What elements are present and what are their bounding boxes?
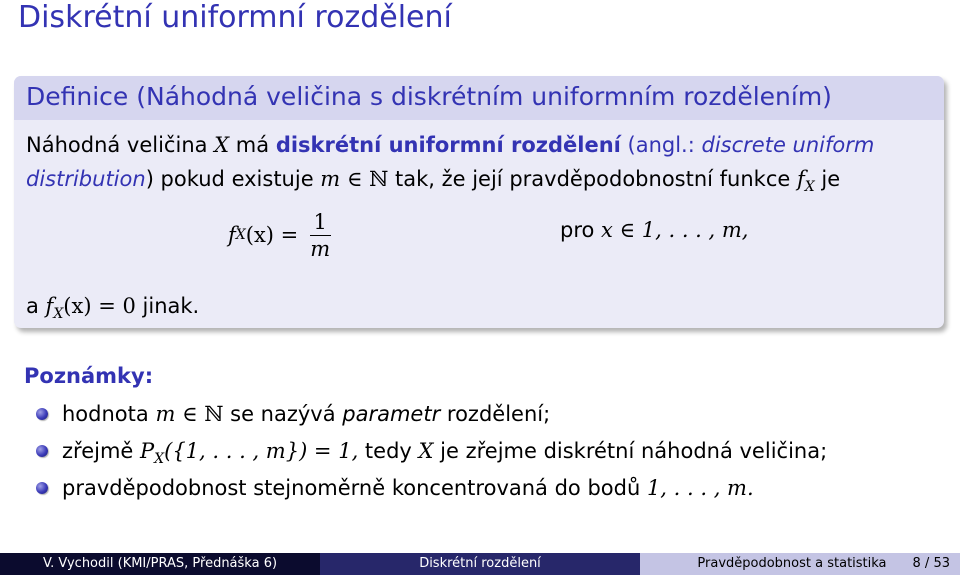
pmf-condition (560, 218, 748, 242)
text: je (814, 167, 841, 191)
math-var: X (418, 439, 434, 463)
bullet-icon (36, 408, 48, 420)
text: ( (620, 133, 636, 157)
notes-title: Poznámky: (24, 364, 154, 388)
list-item (36, 472, 827, 509)
text: hodnota (62, 402, 156, 426)
text: tedy (358, 439, 419, 463)
text: pravděpodobnost stejnoměrně koncentrovaná do bodů (62, 476, 647, 500)
list-item (36, 398, 827, 435)
math-var: m (320, 167, 341, 191)
math-expr: ({1, . . . , m}) = 1, (164, 439, 359, 463)
footer-author: V. Vychodil (KMI/PRAS, Přednáška 6) (0, 553, 320, 575)
frame-title: Diskrétní uniformní rozdělení (18, 0, 452, 35)
definition-line-1 (26, 128, 932, 162)
math-var: P (140, 439, 155, 463)
math-subscript: X (53, 306, 64, 322)
math-expr: (x) = 0 (63, 294, 136, 318)
text: zřejmě (62, 439, 141, 463)
page-number: 8 / 53 (912, 556, 950, 571)
math-var: f (796, 167, 805, 191)
footer-course: Pravděpodobnost a statistika (697, 556, 887, 571)
definition-body (14, 120, 944, 204)
text: pro (560, 218, 602, 242)
footer (0, 553, 960, 575)
math-expr: (x) = (245, 223, 299, 247)
text: Náhodná veličina (26, 133, 215, 157)
text: má (229, 133, 276, 157)
math-var: m (155, 402, 176, 426)
definition-line-2 (26, 162, 932, 204)
bullet-icon (36, 482, 48, 494)
text: rozdělení; (440, 402, 551, 426)
footer-course-section (640, 553, 960, 575)
definition-header: Definice (Náhodná veličina s diskrétním uniformním rozdělením) (14, 76, 944, 120)
definition-block (14, 76, 944, 328)
text: tak, že její pravděpodobnostní funkce (388, 167, 797, 191)
math-subscript: X (235, 227, 246, 243)
math-subscript: X (804, 179, 815, 195)
math-var: X (214, 133, 230, 157)
defined-term: diskrétní uniformní rozdělení (275, 133, 621, 157)
bullet-icon (36, 445, 48, 457)
math-subscript: X (154, 451, 165, 467)
pmf-formula (228, 200, 334, 270)
math-expr: 1, . . . , m. (646, 476, 754, 500)
english-term: discrete uniform (701, 133, 875, 157)
math-set: ∈ ℕ (175, 402, 224, 426)
fraction-numerator: 1 (310, 209, 331, 236)
english-term: distribution (26, 167, 146, 191)
angl-label: angl.: (635, 133, 702, 157)
list-item (36, 435, 827, 472)
text: ) pokud existuje (145, 167, 321, 191)
math-var: f (45, 294, 54, 318)
fraction-denominator: m (310, 236, 331, 261)
emphasis: parametr (342, 402, 441, 426)
math-var: f (228, 223, 236, 247)
math-set: ∈ ℕ (340, 167, 389, 191)
notes-list (36, 398, 827, 509)
text: jinak. (135, 294, 200, 318)
text: se nazývá (223, 402, 343, 426)
text: je zřejme diskrétní náhodná veličina; (433, 439, 828, 463)
footer-topic: Diskrétní rozdělení (320, 553, 640, 575)
math-expr: x ∈ 1, . . . , m, (601, 218, 749, 242)
text: a (26, 294, 46, 318)
pmf-otherwise (26, 294, 199, 322)
fraction (306, 209, 334, 262)
